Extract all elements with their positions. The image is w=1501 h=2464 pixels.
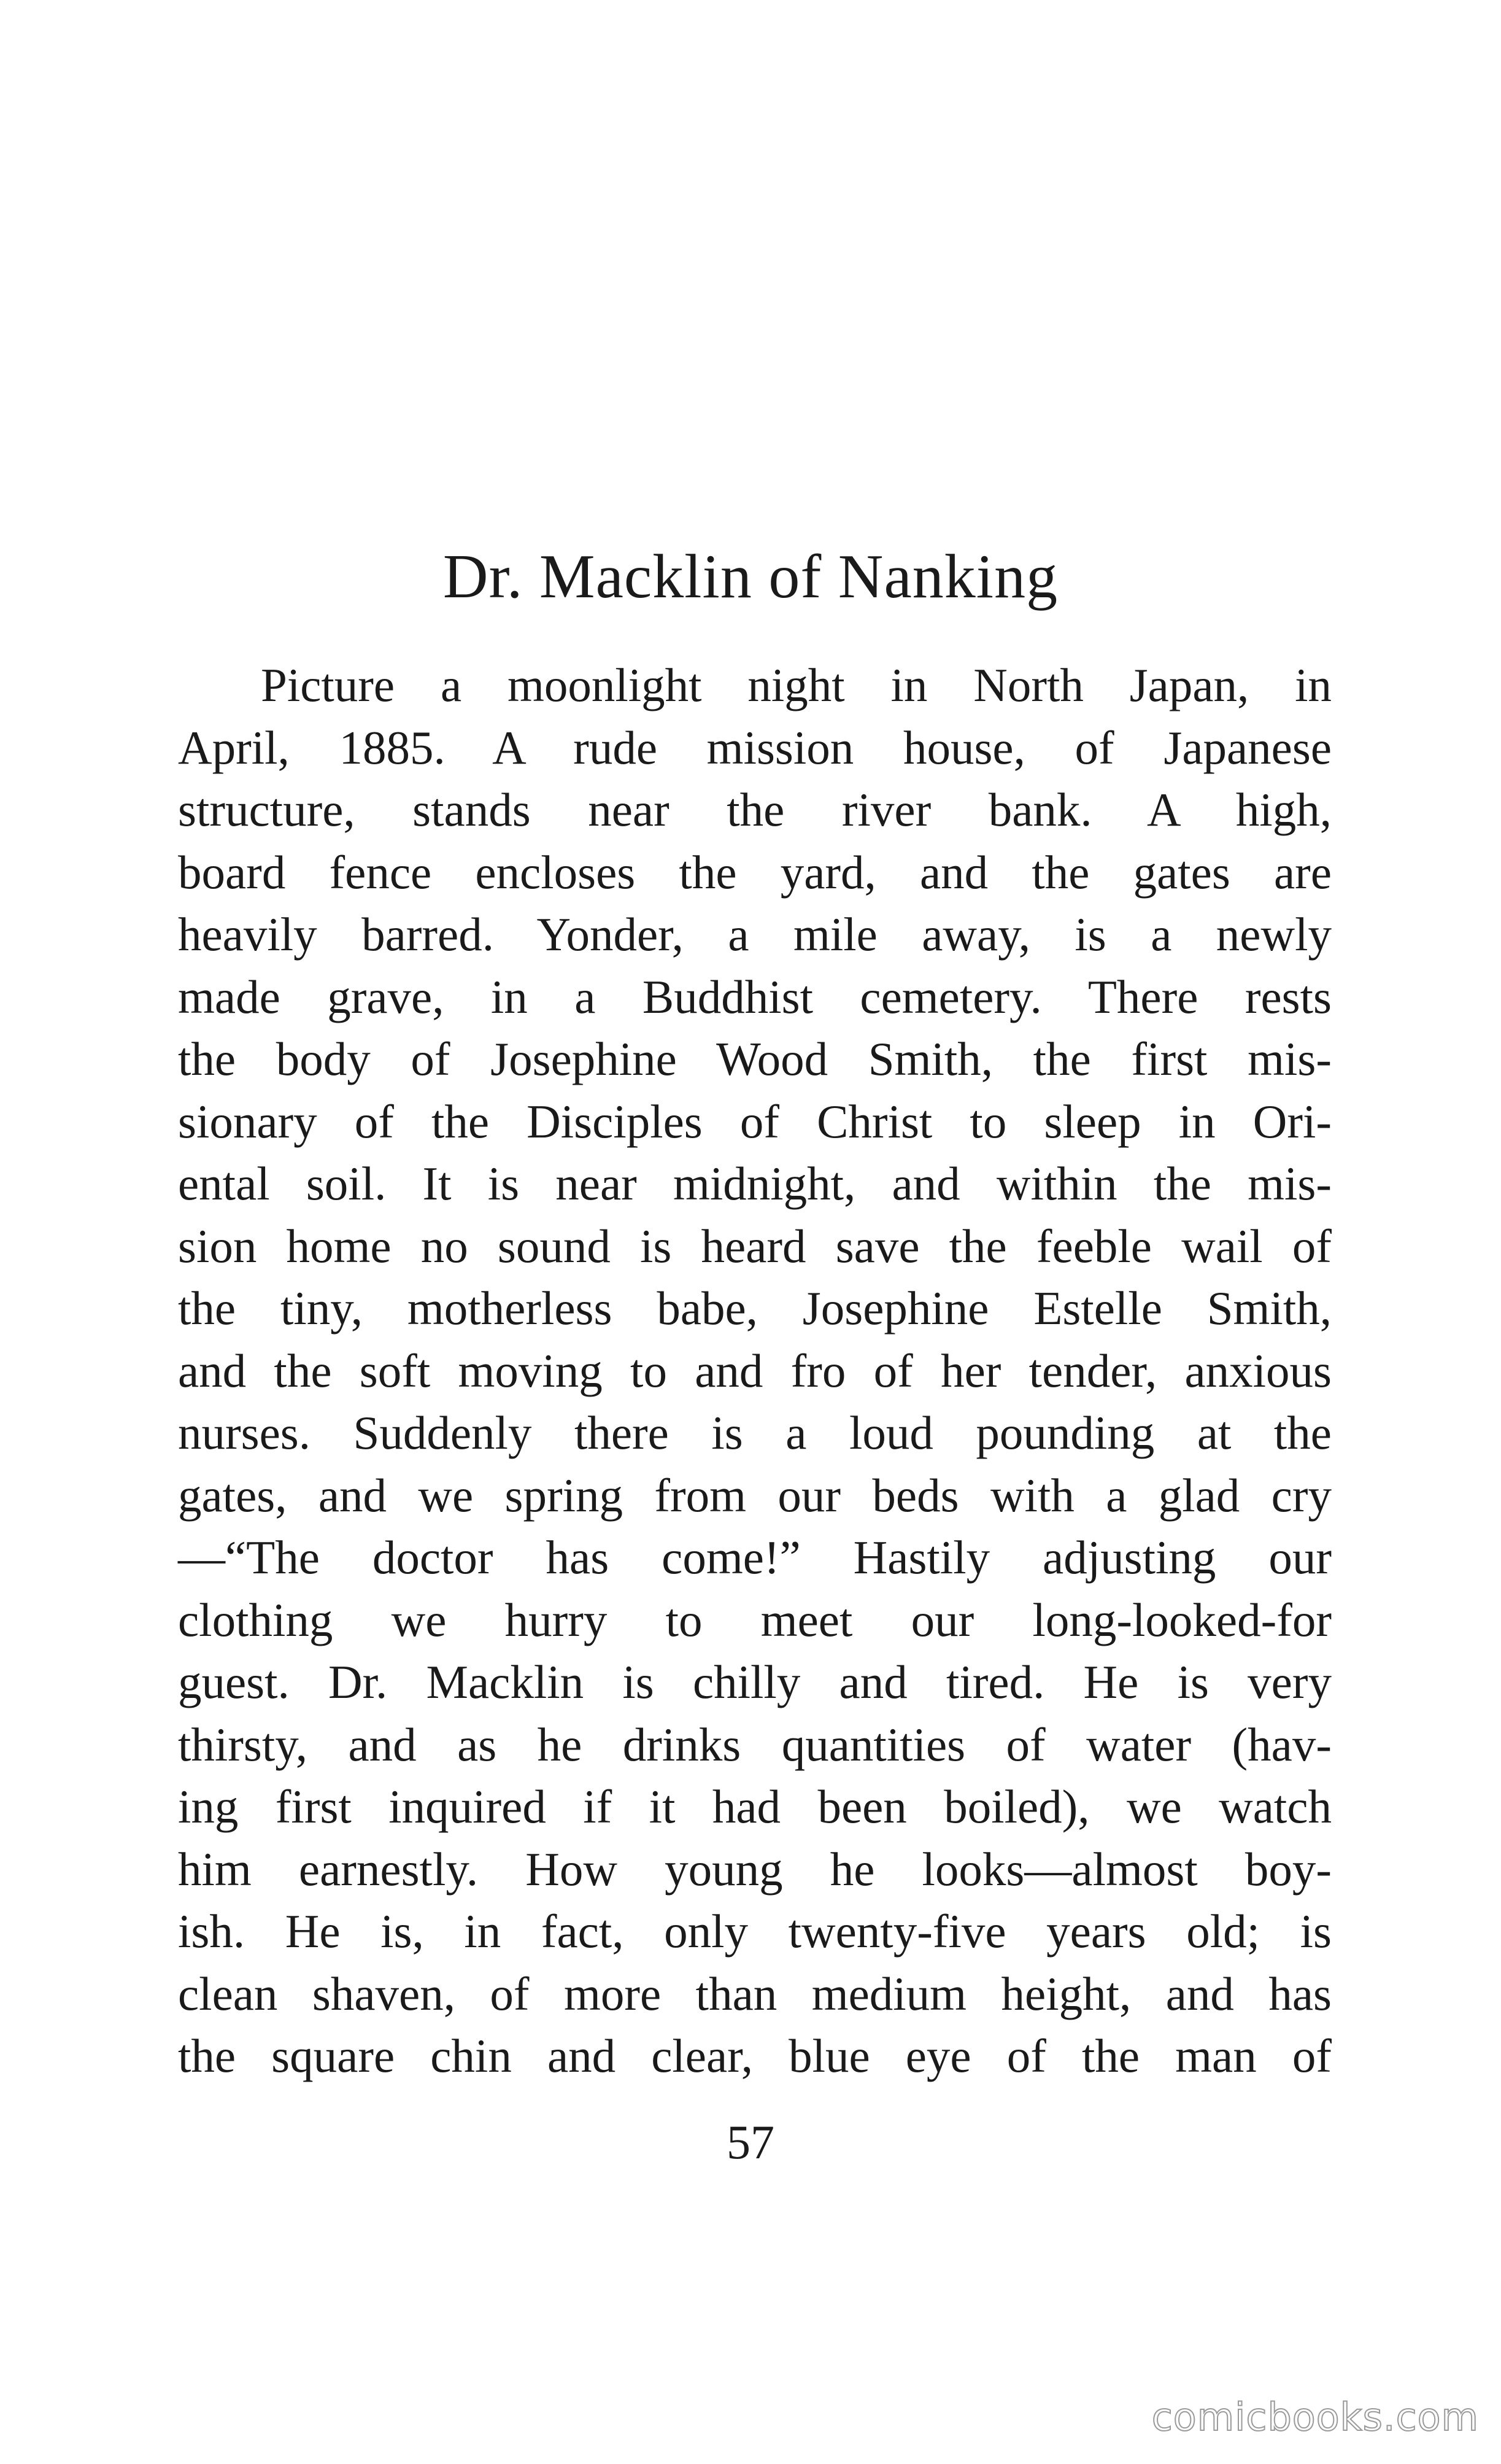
text-line: the square chin and clear, blue eye of the man of — [178, 2029, 1332, 2082]
text-line: the body of Josephine Wood Smith, the first mis- — [178, 1032, 1332, 1085]
text-line: made grave, in a Buddhist cemetery. There rests — [178, 970, 1332, 1023]
text-line: clothing we hurry to meet our long-looked-for — [178, 1593, 1332, 1646]
body-paragraph — [178, 654, 1332, 2088]
text-line: ental soil. It is near midnight, and within the mis- — [178, 1157, 1332, 1210]
text-line: structure, stands near the river bank. A high, — [178, 783, 1332, 836]
text-line: and the soft moving to and fro of her tender, anxious — [178, 1344, 1332, 1397]
text-line: sion home no sound is heard save the feeble wail of — [178, 1219, 1332, 1273]
text-line: ish. He is, in fact, only twenty-five years old; is — [178, 1905, 1332, 1958]
text-line: board fence encloses the yard, and the gates are — [178, 845, 1332, 899]
text-line: heavily barred. Yonder, a mile away, is a newly — [178, 908, 1332, 961]
watermark: comicbooks.com — [1151, 2395, 1479, 2439]
page-number: 57 — [727, 2115, 774, 2169]
text-line: sionary of the Disciples of Christ to sleep in Ori- — [178, 1094, 1332, 1148]
text-line: thirsty, and as he drinks quantities of water (hav- — [178, 1718, 1332, 1771]
text-line: April, 1885. A rude mission house, of Japanese — [178, 721, 1332, 774]
text-line: him earnestly. How young he looks—almost boy- — [178, 1842, 1332, 1896]
text-line: guest. Dr. Macklin is chilly and tired. He is very — [178, 1656, 1332, 1708]
text-line: clean shaven, of more than medium height, and has — [178, 1967, 1332, 2020]
text-line: the tiny, motherless babe, Josephine Estelle Smith, — [178, 1282, 1332, 1335]
text-line: —“The doctor has come!” Hastily adjusting our — [178, 1531, 1332, 1584]
chapter-title: Dr. Macklin of Nanking — [442, 542, 1059, 611]
text-line: nurses. Suddenly there is a loud pounding at the — [178, 1406, 1332, 1459]
text-line: ing first inquired if it had been boiled), we watch — [178, 1780, 1332, 1833]
text-line: gates, and we spring from our beds with a glad cry — [178, 1468, 1332, 1522]
text-line: Picture a moonlight night in North Japan, in — [261, 659, 1332, 711]
